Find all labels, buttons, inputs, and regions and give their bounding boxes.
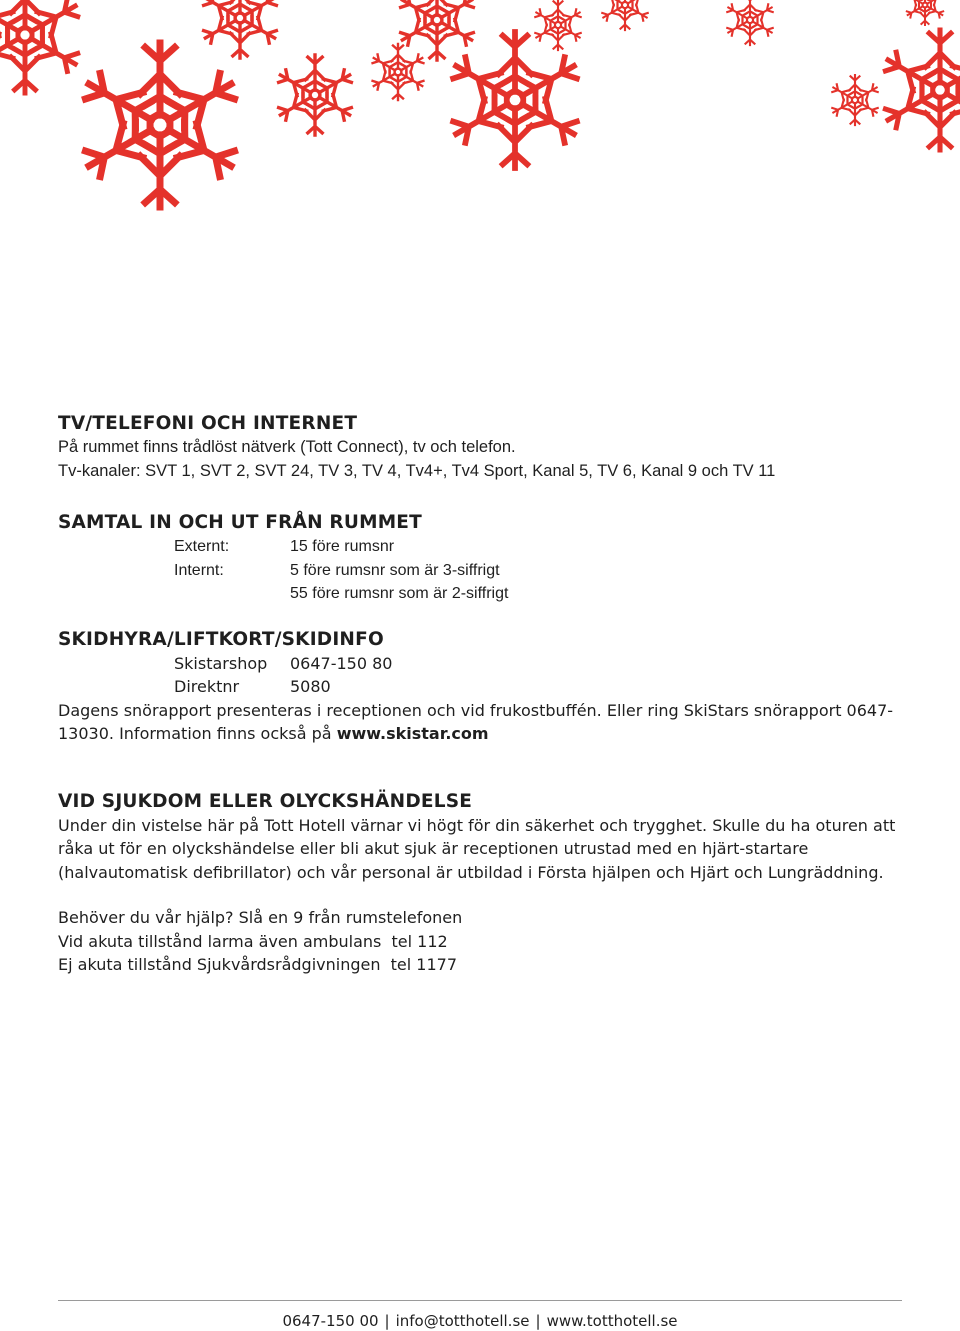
nonacute-line: Ej akuta tillstånd Sjukvårdsrådgivningen tel 1177 — [58, 955, 458, 974]
calls-value: 5 före rumsnr som är 3-siffrigt — [290, 561, 500, 579]
ski-value: 5080 — [290, 677, 331, 696]
ski-value: 0647-150 80 — [290, 653, 393, 673]
snowflake-icon — [600, 0, 649, 30]
calls-value: 15 före rumsnr — [290, 538, 395, 555]
footer-phone[interactable]: 0647-150 00 — [282, 1312, 379, 1330]
section-title-emergency: VID SJUKDOM ELLER OLYCKSHÄNDELSE — [58, 790, 473, 812]
calls-value: 55 före rumsnr som är 2-siffrigt — [290, 585, 509, 602]
ski-info-text — [58, 699, 918, 746]
emergency-paragraph: Under din vistelse här på Tott Hotell värnar vi högt för din säkerhet och trygghet. Skulle du ha oturen att råka ut för en olyckshändelse eller bli akut sjuk är receptionen utrustad med en hjärt-startare (halvautomatisk defibrillator) och vår personal är utbildad i Första hjälpen och Hjärt och Lungräddning. — [58, 815, 896, 882]
footer — [0, 1311, 960, 1331]
section-calls — [58, 511, 918, 606]
tv-channels-line: Tv-kanaler: SVT 1, SVT 2, SVT 24, TV 3, TV 4, Tv4+, Tv4 Sport, Kanal 5, TV 6, Kanal 9 och TV 11 — [58, 461, 776, 480]
footer-website[interactable]: www.totthotell.se — [546, 1312, 678, 1330]
snowflake-icon — [201, 0, 280, 58]
ski-table — [174, 652, 918, 699]
snowflake-icon — [79, 43, 241, 207]
snowflake-icon — [725, 0, 774, 45]
footer-separator: | — [384, 1312, 390, 1330]
footer-email[interactable]: info@totthotell.se — [395, 1312, 530, 1330]
help-line: Behöver du vår hjälp? Slå en 9 från rumstelefonen — [58, 908, 463, 927]
section-title-calls: SAMTAL IN OCH UT FRÅN RUMMET — [58, 512, 422, 533]
ski-info-body: Dagens snörapport presenteras i receptionen och vid frukostbuffén. Eller ring SkiStars snörapport 0647-13030. Information finns också på — [58, 700, 894, 743]
calls-row — [174, 535, 918, 559]
snowflake-icon — [448, 32, 582, 168]
snowflake-decoration — [0, 0, 960, 230]
snowflake-icon — [830, 75, 879, 125]
footer-separator: | — [535, 1312, 541, 1330]
ski-label: Skistarshop — [174, 653, 268, 673]
calls-label: Internt: — [174, 561, 224, 579]
calls-row — [174, 559, 918, 583]
snowflake-icon — [533, 0, 582, 50]
acute-line: Vid akuta tillstånd larma även ambulans tel 112 — [58, 931, 448, 951]
calls-row — [174, 582, 918, 606]
ski-label: Direktnr — [174, 677, 240, 696]
calls-label: Externt: — [174, 538, 230, 555]
snowflake-icon — [276, 55, 355, 135]
section-title-ski: SKIDHYRA/LIFTKORT/SKIDINFO — [58, 628, 384, 650]
section-title-tv: TV/TELEFONI OCH INTERNET — [58, 413, 358, 434]
snowflake-icon — [0, 0, 82, 93]
ski-row — [174, 675, 918, 699]
section-emergency — [58, 790, 918, 977]
skistar-link[interactable]: www.skistar.com — [336, 724, 489, 743]
ski-row — [174, 652, 918, 676]
calls-table — [174, 535, 918, 606]
section-ski — [58, 628, 918, 746]
footer-divider — [58, 1300, 902, 1301]
snowflake-icon — [905, 0, 944, 25]
main-content — [58, 412, 918, 977]
snowflake-icon — [398, 0, 477, 60]
snowflake-icon — [370, 44, 425, 100]
section-tv — [58, 412, 918, 483]
snowflake-icon — [881, 30, 960, 150]
tv-text-line1: På rummet finns trådlöst nätverk (Tott Connect), tv och telefon. — [58, 438, 516, 456]
calls-label — [174, 582, 290, 606]
